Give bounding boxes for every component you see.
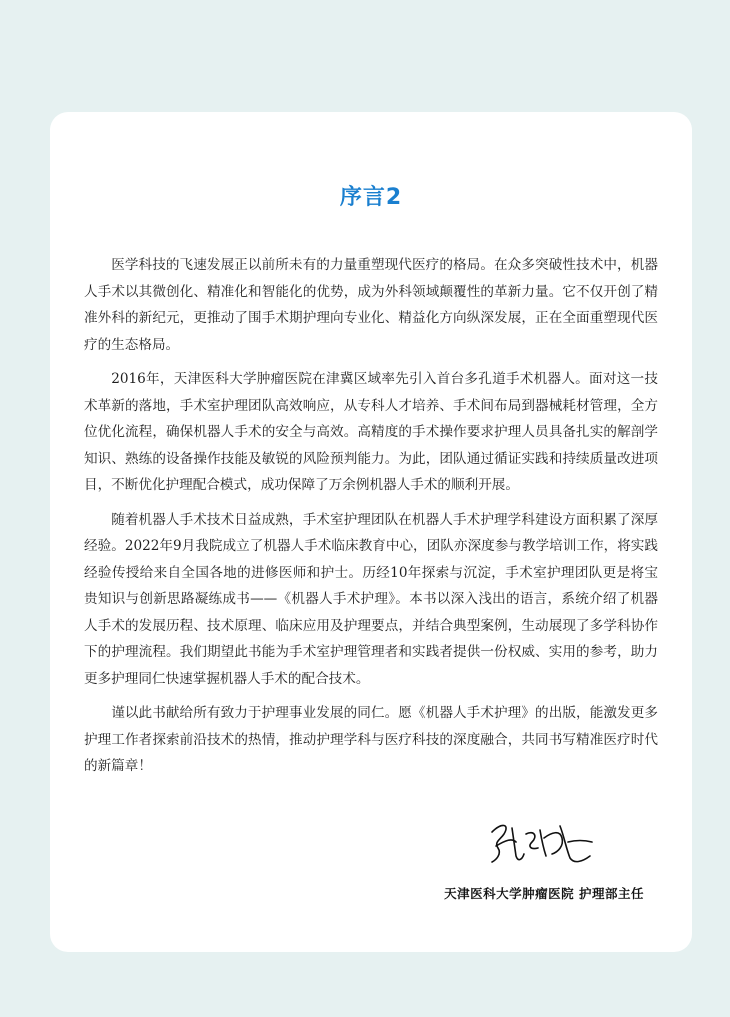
author-byline: 天津医科大学肿瘤医院 护理部主任	[444, 886, 644, 901]
preface-body	[84, 252, 658, 788]
paragraph: 谨以此书献给所有致力于护理事业发展的同仁。愿《机器人手术护理》的出版，能激发更多护理工作者探索前沿技术的热情，推动护理学科与医疗科技的深度融合，共同书写精准医疗时代的新篇章！	[84, 705, 658, 774]
preface-card	[50, 112, 692, 952]
paragraph: 医学科技的飞速发展正以前所未有的力量重塑现代医疗的格局。在众多突破性技术中，机器人手术以其微创化、精准化和智能化的优势，成为外科领域颠覆性的革新力量。它不仅开创了精准外科的新纪元，更推动了围手术期护理向专业化、精益化方向纵深发展，正在全面重塑现代医疗的生态格局。	[84, 257, 658, 353]
paragraph: 随着机器人手术技术日益成熟，手术室护理团队在机器人手术护理学科建设方面积累了深厚经验。2022年9月我院成立了机器人手术临床教育中心，团队亦深度参与教学培训工作，将实践经验传授给来自全国各地的进修医师和护士。历经10年探索与沉淀，手术室护理团队更是将宝贵知识与创新思路凝练成书——《机器人手术护理》。本书以深入浅出的语言，系统介绍了机器人手术的发展历程、技术原理、临床应用及护理要点，并结合典型案例，生动展现了多学科协作下的护理流程。我们期望此书能为手术室护理管理者和实践者提供一份权威、实用的参考，助力更多护理同仁快速掌握机器人手术的配合技术。	[84, 511, 658, 687]
paragraph: 2016年，天津医科大学肿瘤医院在津冀区域率先引入首台多孔道手术机器人。面对这一技术革新的落地，手术室护理团队高效响应，从专科人才培养、手术间布局到器械耗材管理，全方位优化流程，确保机器人手术的安全与高效。高精度的手术操作要求护理人员具备扎实的解剖学知识、熟练的设备操作技能及敏锐的风险预判能力。为此，团队通过循证实践和持续质量改进项目，不断优化护理配合模式，成功保障了万余例机器人手术的顺利开展。	[84, 371, 658, 493]
handwritten-signature	[482, 812, 602, 872]
page-title: 序言2	[339, 185, 403, 210]
